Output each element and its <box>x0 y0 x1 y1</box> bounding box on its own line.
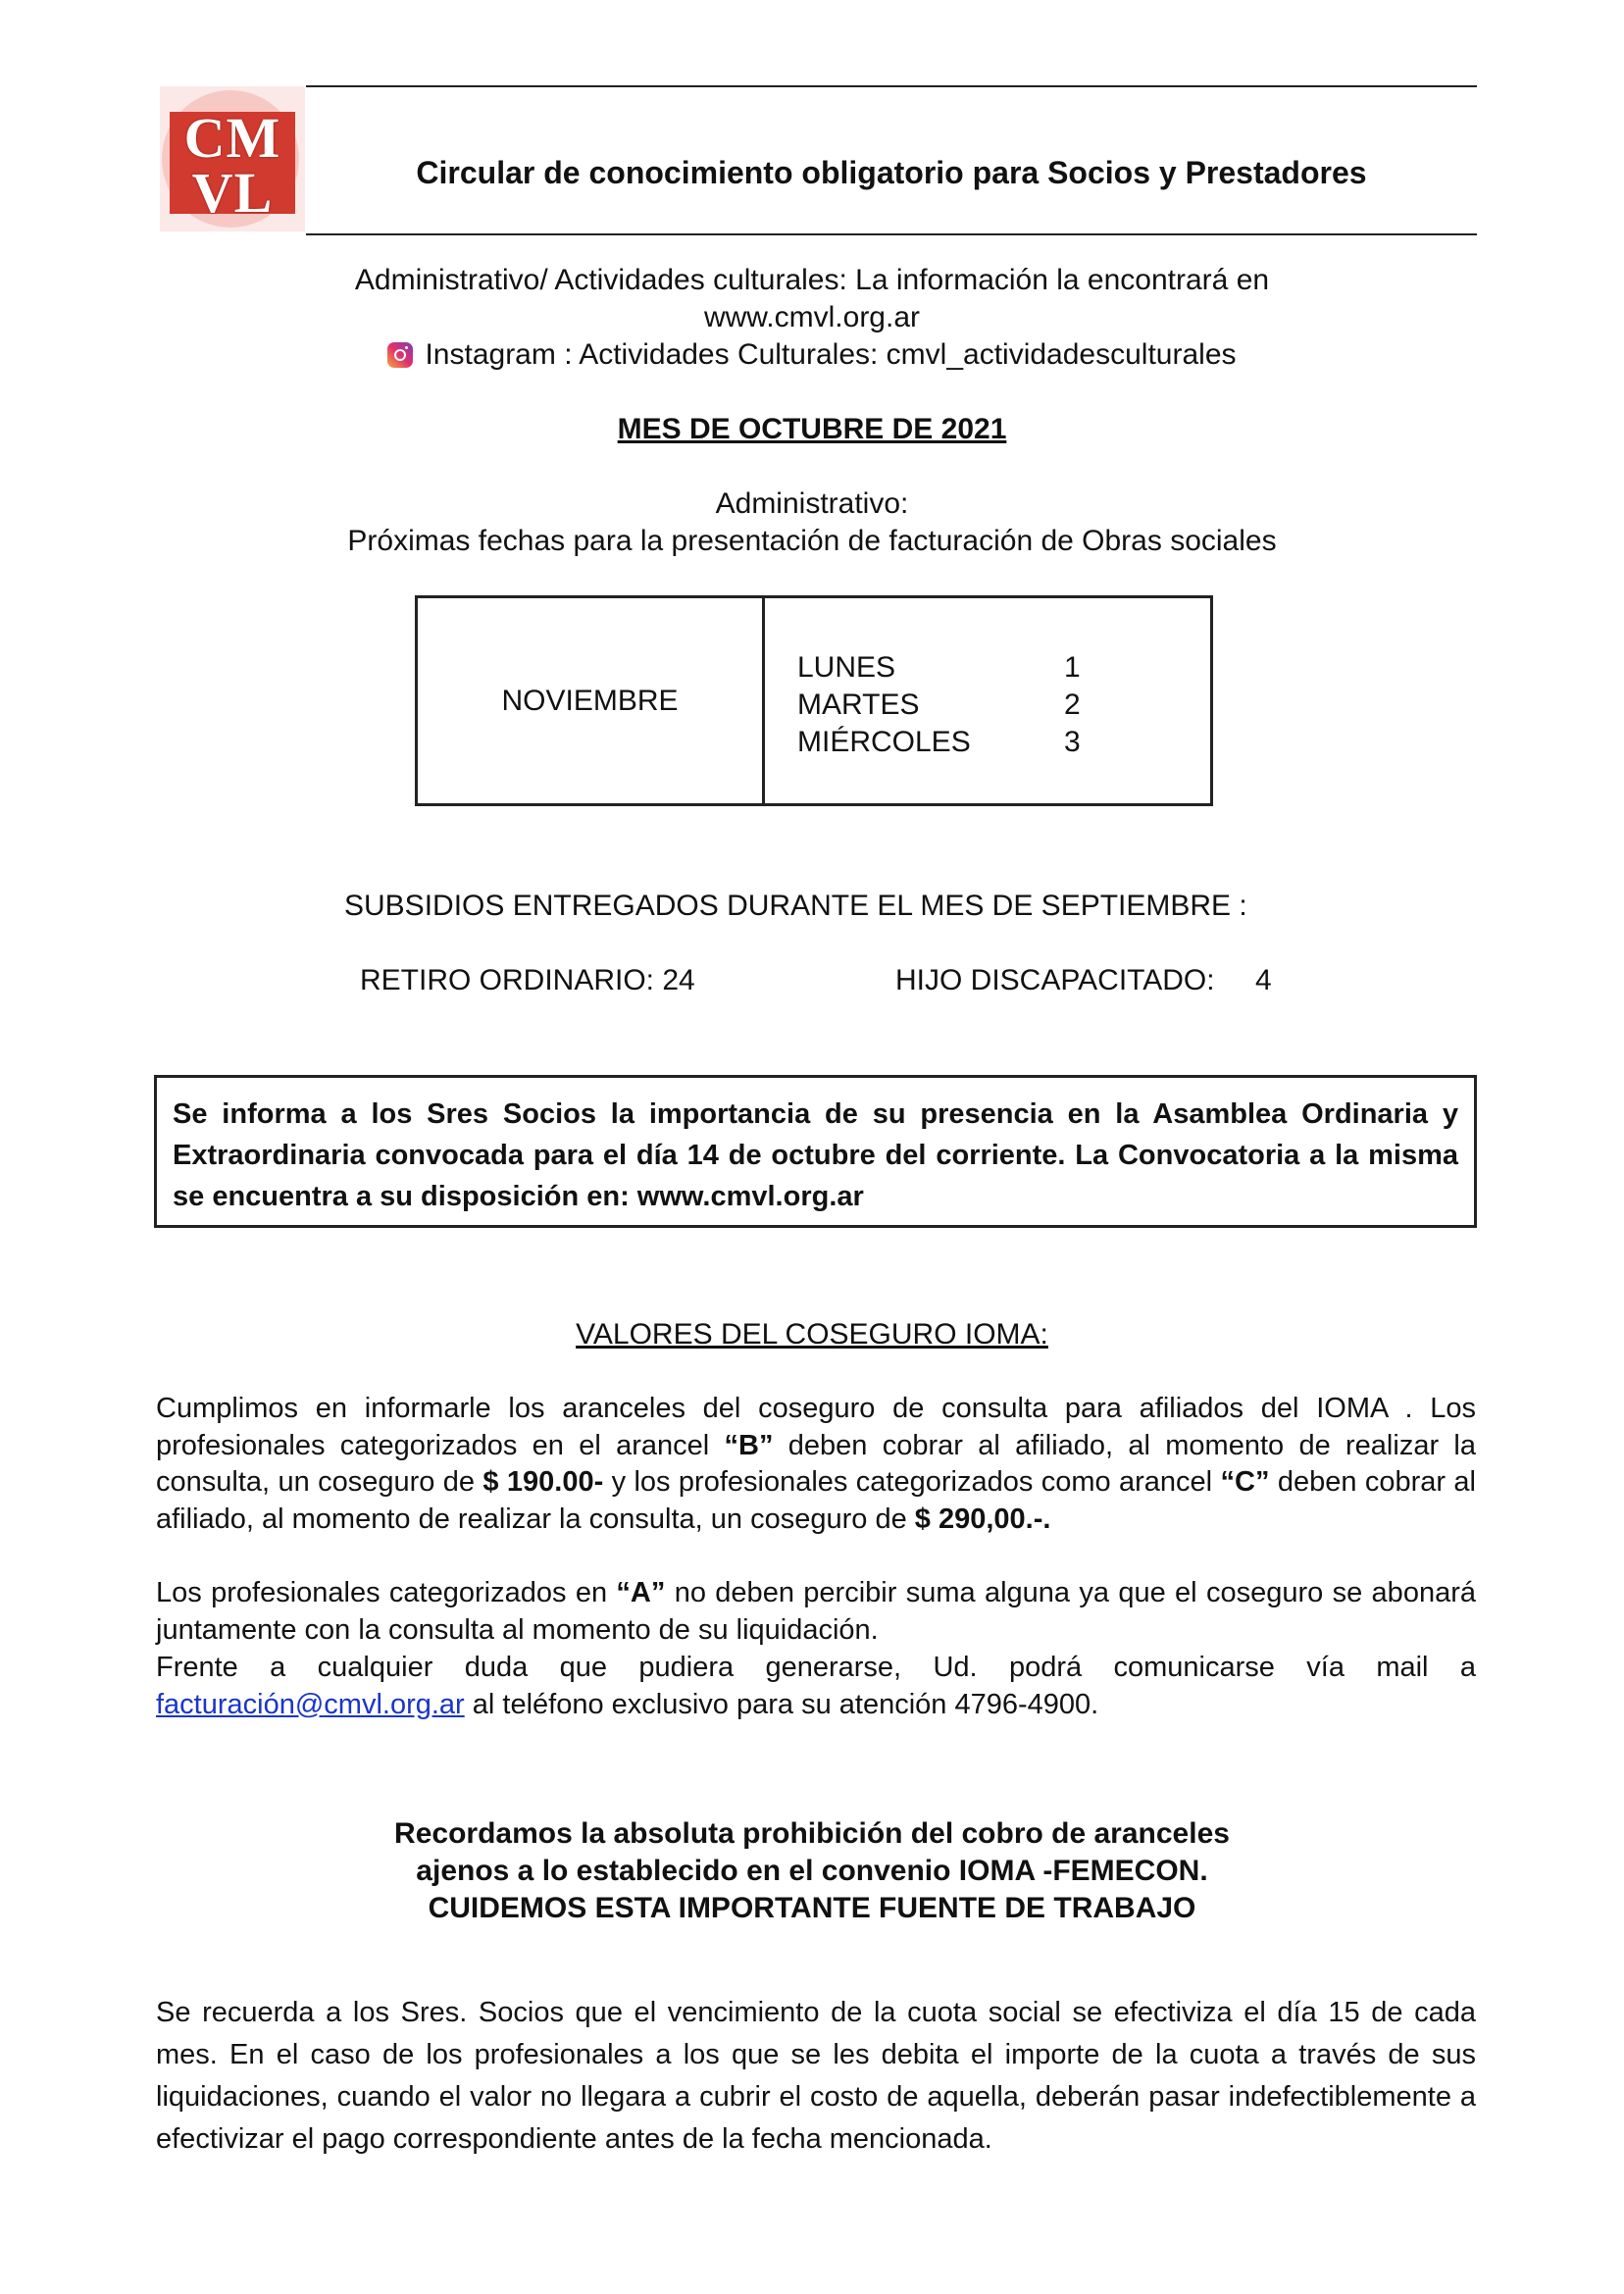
text-run: Cumplimos en informarle los aranceles del coseguro de consulta para afiliados del IOMA . Los profesionales categorizados en el arancel <box>156 1393 1476 1461</box>
text-run: Los profesionales categorizados en <box>156 1577 617 1608</box>
coseguro-paragraph-3 <box>156 1650 1476 1723</box>
closing-line-2: ajenos a lo establecido en el convenio IOMA -FEMECON. <box>416 1855 1208 1887</box>
info-website: www.cmvl.org.ar <box>703 301 921 333</box>
assembly-notice <box>154 1075 1477 1228</box>
day-number: 3 <box>1064 726 1081 758</box>
coseguro-paragraph-1 <box>156 1391 1476 1538</box>
category-a: “A” <box>616 1577 666 1608</box>
subsidies-heading: SUBSIDIOS ENTREGADOS DURANTE EL MES DE SEPTIEMBRE : <box>344 890 1247 922</box>
text-run: no deben percibir suma alguna ya que el coseguro se abonará juntamente con la consulta al momento de su liquidación. <box>156 1577 1476 1646</box>
coseguro-paragraph-2 <box>156 1575 1476 1649</box>
month-heading: MES DE OCTUBRE DE 2021 <box>617 413 1007 445</box>
price-b: $ 190.00- <box>482 1466 604 1498</box>
cmvl-logo <box>160 86 305 231</box>
text-run: al teléfono exclusivo para su atención 4796-4900. <box>464 1688 1099 1720</box>
header-top-rule <box>306 85 1477 87</box>
page-title: Circular de conocimiento obligatorio para Socios y Prestadores <box>416 155 1367 190</box>
text-run: deben cobrar al afiliado, al momento de realizar la consulta, un coseguro de <box>156 1466 1476 1535</box>
header-bottom-rule <box>306 233 1477 235</box>
text-run: deben cobrar al afiliado, al momento de realizar la consulta, un coseguro de <box>156 1429 1476 1498</box>
day-number: 2 <box>1064 688 1081 721</box>
billing-email-link[interactable]: facturación@cmvl.org.ar <box>156 1688 465 1720</box>
billing-month: NOVIEMBRE <box>501 684 679 717</box>
coseguro-heading: VALORES DEL COSEGURO IOMA: <box>576 1318 1048 1351</box>
closing-line-1: Recordamos la absoluta prohibición del cobro de aranceles <box>394 1817 1230 1850</box>
table-divider <box>762 598 765 803</box>
closing-line-3: CUIDEMOS ESTA IMPORTANTE FUENTE DE TRABAJO <box>428 1892 1196 1924</box>
instagram-text: Instagram : Actividades Culturales: cmvl_actividadesculturales <box>425 338 1237 371</box>
category-b: “B” <box>724 1429 774 1461</box>
day-name: MIÉRCOLES <box>797 726 971 758</box>
logo-text-top: CM <box>183 106 281 170</box>
instagram-icon <box>387 342 413 368</box>
text-run: Frente a cualquier duda que pudiera generarse, Ud. podrá comunicarse vía mail a <box>156 1652 1476 1683</box>
membership-fee-reminder: Se recuerda a los Sres. Socios que el vencimiento de la cuota social se efectiviza el día 15 de cada mes. En el caso de los profesionales a los que se les debita el importe de la cuota a través de sus liquidaciones, cuando el valor no llegara a cubrir el costo de aquella, deberán pasar indefectiblemente a efectivizar el pago correspondiente antes de la fecha mencionada. <box>156 1997 1476 2155</box>
text-run: y los profesionales categorizados como arancel <box>603 1466 1221 1498</box>
info-line-1: Administrativo/ Actividades culturales: La información la encontrará en <box>354 264 1270 296</box>
assembly-notice-text: Se informa a los Sres Socios la importancia de su presencia en la Asamblea Ordinaria y Extraordinaria convocada para el día 14 de octubre del corriente. La Convocatoria a la misma se encuentra a su disposición en: www.cmvl.org.ar <box>173 1098 1458 1212</box>
day-number: 1 <box>1064 651 1081 684</box>
subsidy-hijo-value: 4 <box>1255 964 1272 996</box>
admin-label: Administrativo: <box>715 487 909 520</box>
subsidy-retiro: RETIRO ORDINARIO: 24 <box>360 964 695 996</box>
subsidy-hijo-label: HIJO DISCAPACITADO: <box>895 964 1215 996</box>
price-c: $ 290,00.-. <box>914 1503 1051 1535</box>
category-c: “C” <box>1220 1466 1270 1498</box>
admin-subtitle: Próximas fechas para la presentación de facturación de Obras sociales <box>347 525 1277 557</box>
info-instagram-line <box>0 336 1624 374</box>
day-name: MARTES <box>797 688 920 721</box>
day-name: LUNES <box>797 651 896 684</box>
billing-dates-table <box>415 595 1213 806</box>
logo-text-bottom: VL <box>191 161 274 225</box>
